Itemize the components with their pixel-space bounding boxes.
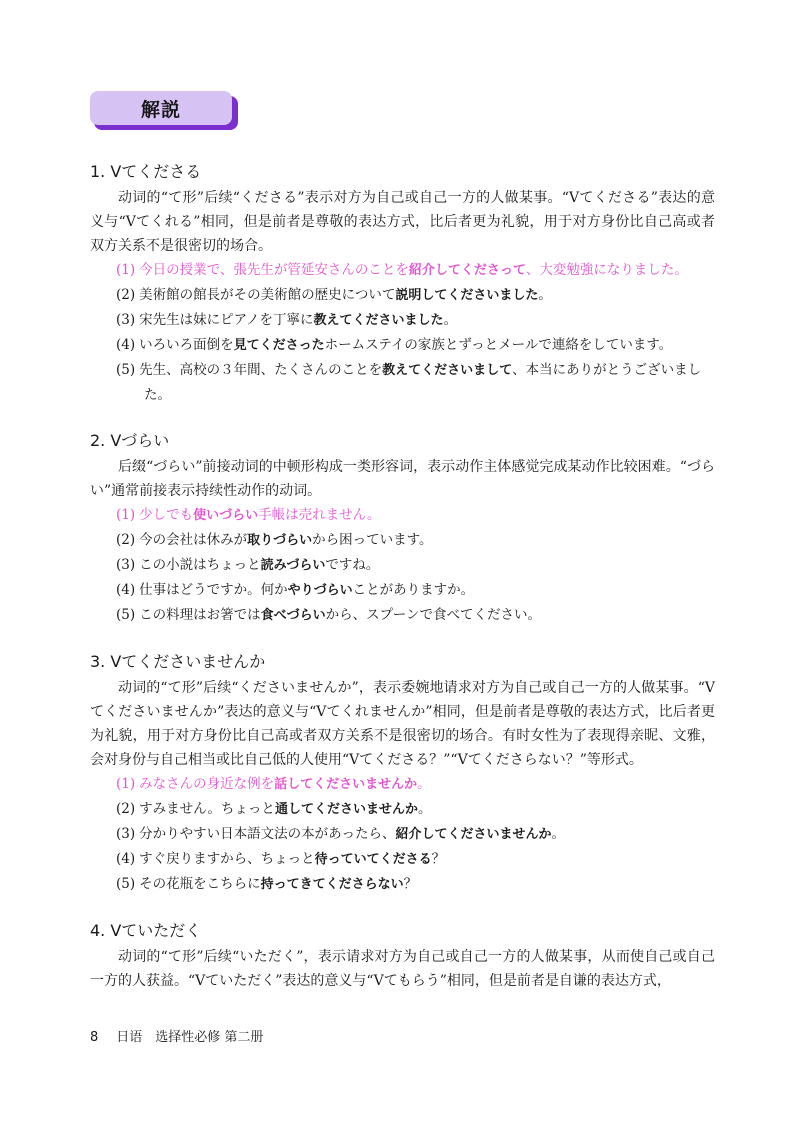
example-grammar-highlight: 紹介してくださいませんか <box>395 827 552 842</box>
section-title: 2. Vづらい <box>90 431 170 450</box>
example-text-before: 今の会社は休みが <box>139 532 248 548</box>
example-text-before: 今日の授業で、張先生が管延安さんのことを <box>139 262 409 278</box>
example-text-after: ですね。 <box>325 557 380 573</box>
example-text-after: 。 <box>551 826 566 842</box>
example-sentence <box>90 847 715 872</box>
example-text-after: ？ <box>431 851 446 867</box>
example-sentence <box>90 578 715 603</box>
example-text-after: から困っています。 <box>312 532 433 548</box>
example-sentence <box>90 603 715 628</box>
example-text-before: 仕事はどうですか。何か <box>139 582 288 598</box>
example-number: (3) <box>116 826 136 842</box>
section-badge: 解説 <box>90 91 232 125</box>
example-grammar-highlight: 話してくださいませんか <box>274 777 418 792</box>
example-sentence <box>90 333 715 358</box>
example-text-after: 。 <box>417 776 431 792</box>
example-number: (4) <box>116 582 136 598</box>
example-list <box>90 258 715 407</box>
example-grammar-highlight: 見てくださった <box>233 338 325 353</box>
example-text-after: 。 <box>417 801 432 817</box>
grammar-section <box>90 650 715 897</box>
explanation-paragraph: 动词的“て形”后续“いただく”，表示请求对方为自己或自己一方的人做某事，从而使自己或自己一方的人获益。“Vていただく”表达的意义与“Vてもらう”相同，但是前者是自谦的表达方式， <box>90 949 715 989</box>
explanation-paragraph: 动词的“て形”后续“くださる”表示对方为自己或自己一方的人做某事。“Vてくださる”表达的意义与“Vてくれる”相同，但是前者是尊敬的表达方式，比后者更为礼貌，用于对方身份比自己高或者双方关系不是很密切的场合。 <box>90 190 715 254</box>
example-grammar-highlight: やりづらい <box>287 583 353 598</box>
example-sentence <box>90 308 715 333</box>
example-text-before: この料理はお箸では <box>139 607 261 623</box>
explanation-paragraph: 动词的“て形”后续“くださいませんか”，表示委婉地请求对方为自己或自己一方的人做某事。“Vてくださいませんか”表达的意义与“Vてくれませんか”相同，但是前者是尊敬的表达方式，比后者更为礼貌，用于对方身份比自己高或者双方关系不是很密切的场合。有时女性为了表现得亲昵、文雅，会对身份与自己相当或比自己低的人使用“Vてくださる？”“Vてくださらない？”等形式。 <box>90 680 715 768</box>
book-title: 日语 选择性必修 第二册 <box>116 1030 264 1045</box>
example-text-before: すぐ戻りますから、ちょっと <box>139 851 315 867</box>
page-footer <box>90 1028 263 1048</box>
example-number: (3) <box>116 312 136 328</box>
example-text-before: いろいろ面倒を <box>139 337 234 353</box>
example-text-after: ことがありますか。 <box>352 582 475 598</box>
example-sentence <box>90 358 715 407</box>
section-title: 4. Vていただく <box>90 921 202 940</box>
example-sentence <box>90 553 715 578</box>
example-sentence <box>90 797 715 822</box>
example-text-before: 美術館の館長がその美術館の歴史について <box>139 287 396 303</box>
example-grammar-highlight: 使いづらい <box>193 508 259 523</box>
example-sentence <box>90 528 715 553</box>
example-sentence <box>90 872 715 897</box>
example-sentence <box>90 822 715 847</box>
example-number: (5) <box>116 607 136 623</box>
example-text-after: 。 <box>443 312 458 328</box>
example-number: (1) <box>116 262 136 278</box>
example-sentence <box>90 283 715 308</box>
example-number: (2) <box>116 532 136 548</box>
example-text-before: すみません。ちょっと <box>139 801 275 817</box>
example-grammar-highlight: 食べづらい <box>260 608 326 623</box>
example-grammar-highlight: 待っていてくださる <box>314 852 432 867</box>
example-sentence <box>90 258 715 283</box>
example-grammar-highlight: 紹介してくださって <box>408 263 526 278</box>
example-text-before: みなさんの身近な例を <box>139 776 275 792</box>
example-grammar-highlight: 持ってきてくださらない <box>260 877 404 892</box>
example-text-before: その花瓶をこちらに <box>139 876 261 892</box>
example-number: (1) <box>116 776 136 792</box>
grammar-section <box>90 160 715 407</box>
example-number: (3) <box>116 557 136 573</box>
example-text-before: 宋先生は妹にピアノを丁寧に <box>139 312 314 328</box>
page-number: 8 <box>90 1030 99 1045</box>
example-grammar-highlight: 教えてくださいました <box>313 313 444 328</box>
example-grammar-highlight: 説明してくださいました <box>395 288 539 303</box>
section-title: 3. Vてくださいませんか <box>90 652 266 671</box>
example-number: (5) <box>116 876 136 892</box>
example-text-after: 。 <box>538 287 552 303</box>
example-number: (2) <box>116 801 136 817</box>
example-text-before: 分かりやすい日本語文法の本があったら、 <box>139 826 396 842</box>
example-sentence <box>90 772 715 797</box>
example-text-before: 先生、高校の３年間、たくさんのことを <box>139 362 383 378</box>
example-number: (4) <box>116 851 136 867</box>
example-text-before: この小説はちょっと <box>139 557 261 573</box>
example-number: (5) <box>116 362 136 378</box>
example-grammar-highlight: 読みづらい <box>260 558 326 573</box>
grammar-section <box>90 429 715 628</box>
example-text-after: 、本当にありがとうございました。 <box>144 362 702 403</box>
example-grammar-highlight: 通してくださいませんか <box>274 802 418 817</box>
example-number: (2) <box>116 287 136 303</box>
example-text-before: 少しでも <box>139 507 194 523</box>
example-grammar-highlight: 教えてくださいまして <box>382 363 513 378</box>
main-content <box>90 160 715 1015</box>
explanation-paragraph: 后缀“づらい”前接动词的中顿形构成一类形容词，表示动作主体感觉完成某动作比较困难。“づらい”通常前接表示持续性动作的动词。 <box>90 459 715 499</box>
example-text-after: 、大変勉強になりました。 <box>525 262 688 278</box>
example-text-after: から、スプーンで食べてください。 <box>325 607 541 623</box>
example-number: (4) <box>116 337 136 353</box>
example-text-after: ？ <box>403 876 418 892</box>
example-list <box>90 503 715 628</box>
section-title: 1. Vてくださる <box>90 162 202 181</box>
grammar-section <box>90 919 715 993</box>
example-sentence <box>90 503 715 528</box>
example-text-after: ホームステイの家族とずっとメールで連絡をしています。 <box>324 337 673 353</box>
example-grammar-highlight: 取りづらい <box>247 533 313 548</box>
example-text-after: 手帳は売れません。 <box>258 507 381 523</box>
example-number: (1) <box>116 507 136 523</box>
example-list <box>90 772 715 897</box>
